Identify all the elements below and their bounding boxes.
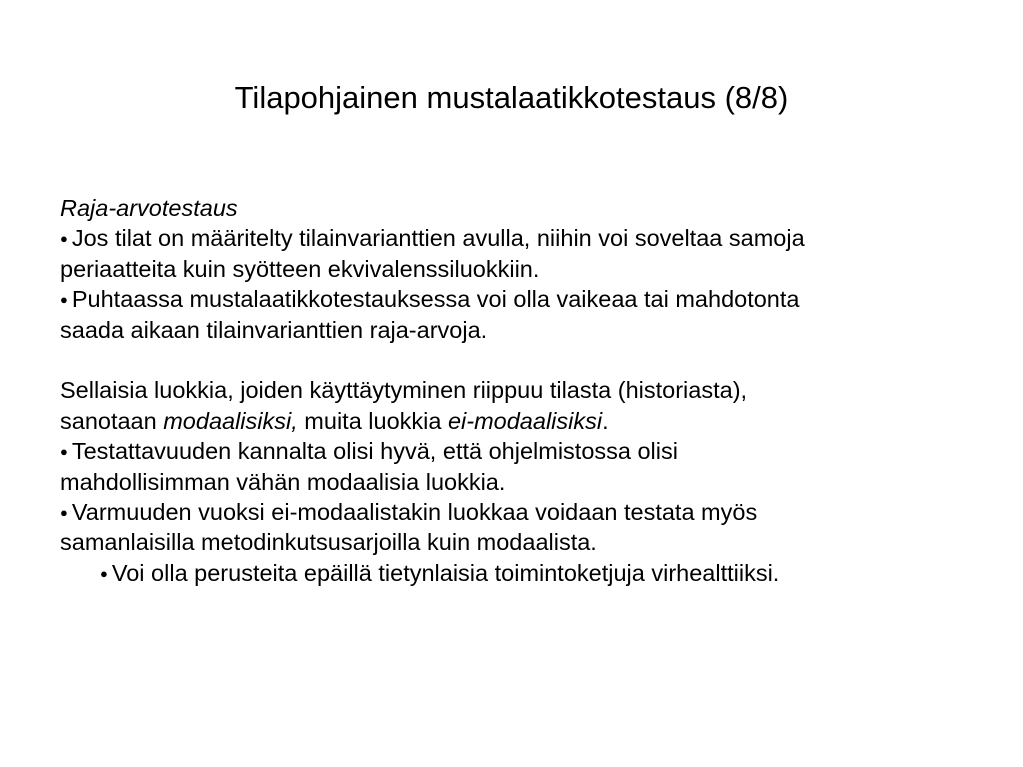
- slide-body: [60, 193, 980, 588]
- bullet-text-line: mahdollisimman vähän modaalisia luokkia.: [60, 468, 506, 495]
- bullet-text-line: Puhtaassa mustalaatikkotestauksessa voi olla vaikeaa tai mahdotonta: [71, 286, 800, 313]
- term-modal: modaalisiksi,: [163, 407, 298, 434]
- slide-title: Tilapohjainen mustalaatikkotestaus (8/8): [234, 80, 789, 115]
- modal-classes-paragraph: [60, 375, 980, 436]
- term-non-modal: ei-modaalisiksi: [447, 407, 603, 434]
- bullet-dot-icon: ●: [60, 231, 68, 247]
- bullet-text-line: Testattavuuden kannalta olisi hyvä, että ohjelmistossa olisi: [71, 438, 678, 465]
- paragraph-text-line: Sellaisia luokkia, joiden käyttäytyminen riippuu tilasta (historiasta),: [60, 377, 748, 404]
- paragraph-text-suffix: .: [602, 407, 609, 434]
- bullet-text-line: periaatteita kuin syötteen ekvivalenssiluokkiin.: [60, 255, 540, 282]
- sub-bullet-item-1: [60, 558, 980, 588]
- bullet-text-line: Jos tilat on määritelty tilainvarianttien avulla, niihin voi soveltaa samoja: [71, 225, 805, 252]
- section-heading: Raja-arvotestaus: [60, 195, 238, 221]
- bullet-dot-icon: ●: [100, 565, 108, 581]
- bullet-text-line: saada aikaan tilainvarianttien raja-arvoja.: [60, 316, 488, 343]
- bullet-dot-icon: ●: [60, 504, 68, 520]
- bullet-dot-icon: ●: [60, 444, 68, 460]
- bullet-text-line: samanlaisilla metodinkutsusarjoilla kuin modaalista.: [60, 529, 597, 556]
- paragraph-text-prefix: sanotaan: [60, 407, 164, 434]
- bullet-item-3: [60, 436, 980, 497]
- bullet-item-4: [60, 497, 980, 558]
- bullet-item-1: [60, 223, 980, 284]
- bullet-dot-icon: ●: [60, 292, 68, 308]
- paragraph-spacer: [60, 345, 980, 375]
- paragraph-text-middle: muita luokkia: [297, 407, 448, 434]
- paragraph-text-line: [60, 406, 980, 436]
- bullet-text-line: Varmuuden vuoksi ei-modaalistakin luokkaa voidaan testata myös: [71, 498, 758, 525]
- bullet-text-line: Voi olla perusteita epäillä tietynlaisia toimintoketjuja virhealttiiksi.: [111, 559, 780, 586]
- bullet-item-2: [60, 284, 980, 345]
